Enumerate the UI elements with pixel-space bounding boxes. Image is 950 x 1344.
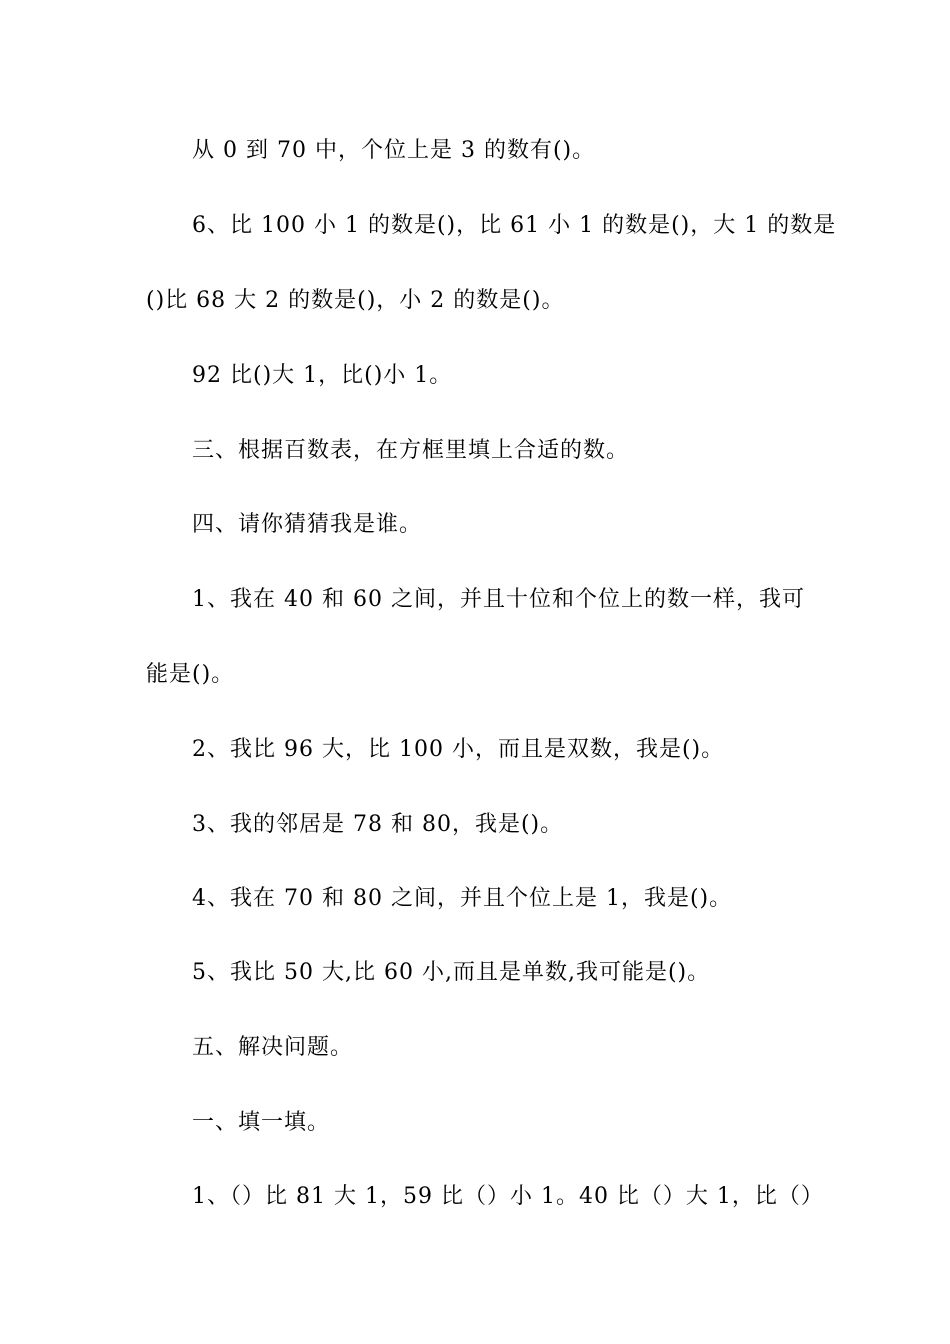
text-line: 92 比()大 1，比()小 1。 xyxy=(192,363,453,388)
section-heading: 四、请你猜猜我是谁。 xyxy=(192,512,423,537)
question-item: 4、我在 70 和 80 之间，并且个位上是 1，我是()。 xyxy=(192,886,733,911)
question-item: 5、我比 50 大,比 60 小,而且是单数,我可能是()。 xyxy=(192,960,711,985)
text-line: 能是()。 xyxy=(146,662,235,687)
text-line: 6、比 100 小 1 的数是()，比 61 小 1 的数是()，大 1 的数是 xyxy=(192,213,837,238)
section-heading: 一、填一填。 xyxy=(192,1110,331,1135)
text-line: 从 0 到 70 中，个位上是 3 的数有()。 xyxy=(192,138,596,163)
section-heading: 三、根据百数表，在方框里填上合适的数。 xyxy=(192,438,630,463)
question-item: 2、我比 96 大，比 100 小，而且是双数，我是()。 xyxy=(192,737,725,762)
question-item: 3、我的邻居是 78 和 80，我是()。 xyxy=(192,812,564,837)
question-item: 1、我在 40 和 60 之间，并且十位和个位上的数一样，我可 xyxy=(192,587,805,612)
question-item: 1、（）比 81 大 1，59 比（）小 1。40 比（）大 1，比（） xyxy=(192,1184,824,1209)
section-heading: 五、解决问题。 xyxy=(192,1035,354,1060)
text-line: ()比 68 大 2 的数是()，小 2 的数是()。 xyxy=(146,288,565,313)
